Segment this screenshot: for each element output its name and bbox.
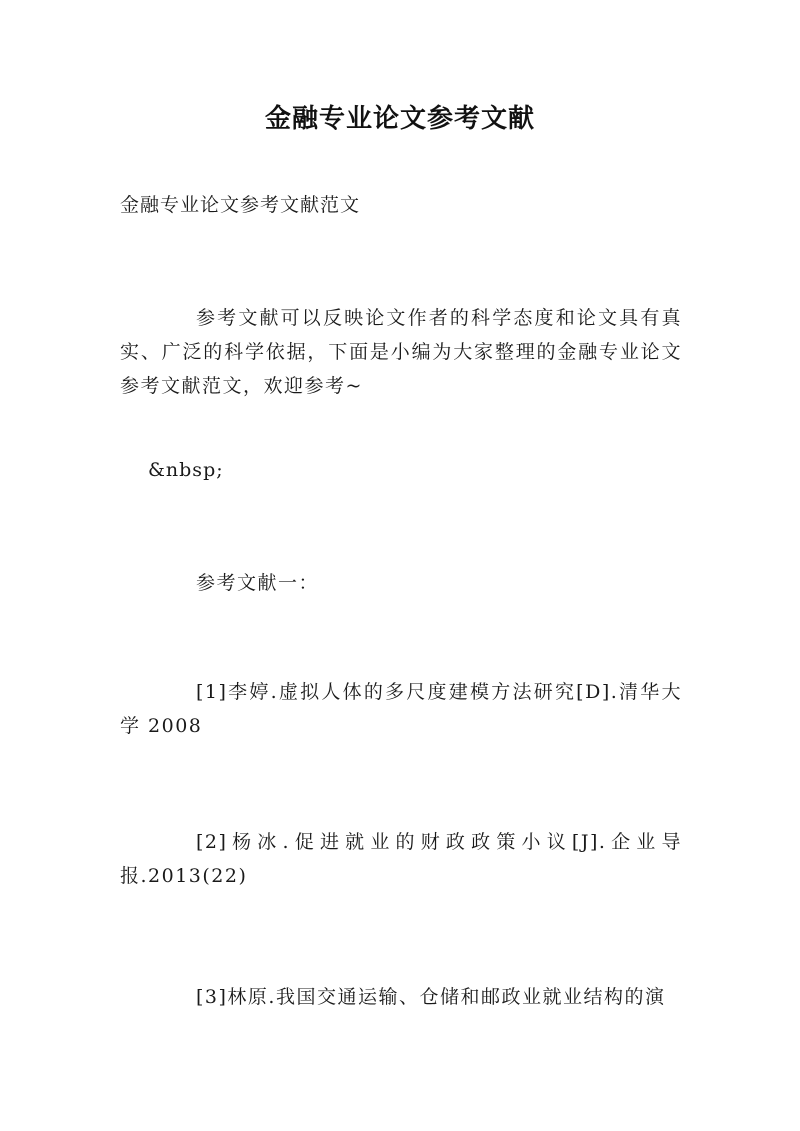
nbsp-text: &nbsp;: [148, 459, 224, 481]
reference-item: [3]林原.我国交通运输、仓储和邮政业就业结构的演: [196, 986, 666, 1008]
section-heading: 参考文献一：: [196, 572, 320, 594]
reference-item: [1]李婷.虚拟人体的多尺度建模方法研究[D].清华大学 2008: [120, 681, 682, 737]
document-subtitle: 金融专业论文参考文献范文: [120, 194, 361, 216]
reference-item: [2]杨冰.促进就业的财政政策小议[J].企业导报.2013(22): [120, 831, 682, 887]
intro-paragraph: 参考文献可以反映论文作者的科学态度和论文具有真实、广泛的科学依据，下面是小编为大家整理的金融专业论文参考文献范文，欢迎参考~: [120, 307, 682, 397]
page-title: 金融专业论文参考文献: [264, 104, 535, 134]
